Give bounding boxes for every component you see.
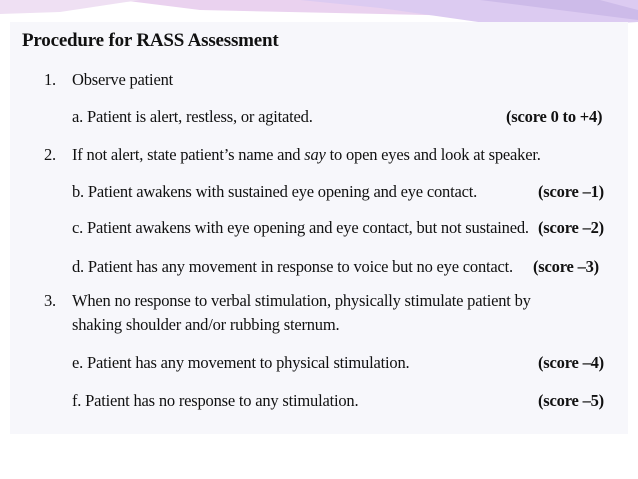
- list-item-c: c. Patient awakens with eye opening and eye contact, but not sustained.: [72, 218, 529, 237]
- score-f: (score –5): [538, 391, 604, 410]
- list-item-d: d. Patient has any movement in response to voice but no eye contact.: [72, 257, 513, 276]
- deco-shape-3: [0, 0, 140, 14]
- step-text-emphasis: say: [304, 145, 326, 164]
- step-3-line-2: shaking shoulder and/or rubbing sternum.: [72, 315, 340, 334]
- page-title: Procedure for RASS Assessment: [22, 30, 279, 51]
- list-item-e: e. Patient has any movement to physical stimulation.: [72, 353, 410, 372]
- step-number: 2.: [44, 145, 56, 164]
- score-d: (score –3): [533, 257, 599, 276]
- step-text-before: If not alert, state patient’s name and: [72, 145, 305, 164]
- step-number: 3.: [44, 291, 56, 310]
- score-c: (score –2): [538, 218, 604, 237]
- step-text: Observe patient: [72, 70, 174, 89]
- step-text-line-1: When no response to verbal stimulation, physically stimulate patient by: [72, 291, 531, 310]
- step-number: 1.: [44, 70, 56, 89]
- step-text-after: to open eyes and look at speaker.: [325, 145, 541, 164]
- score-e: (score –4): [538, 353, 604, 372]
- step-text: [72, 145, 541, 165]
- list-item-b: b. Patient awakens with sustained eye opening and eye contact.: [72, 182, 478, 201]
- list-item-f: f. Patient has no response to any stimulation.: [72, 391, 359, 410]
- score-b: (score –1): [538, 182, 604, 201]
- score-a: (score 0 to +4): [506, 107, 603, 126]
- list-item-a: a. Patient is alert, restless, or agitated.: [72, 107, 313, 126]
